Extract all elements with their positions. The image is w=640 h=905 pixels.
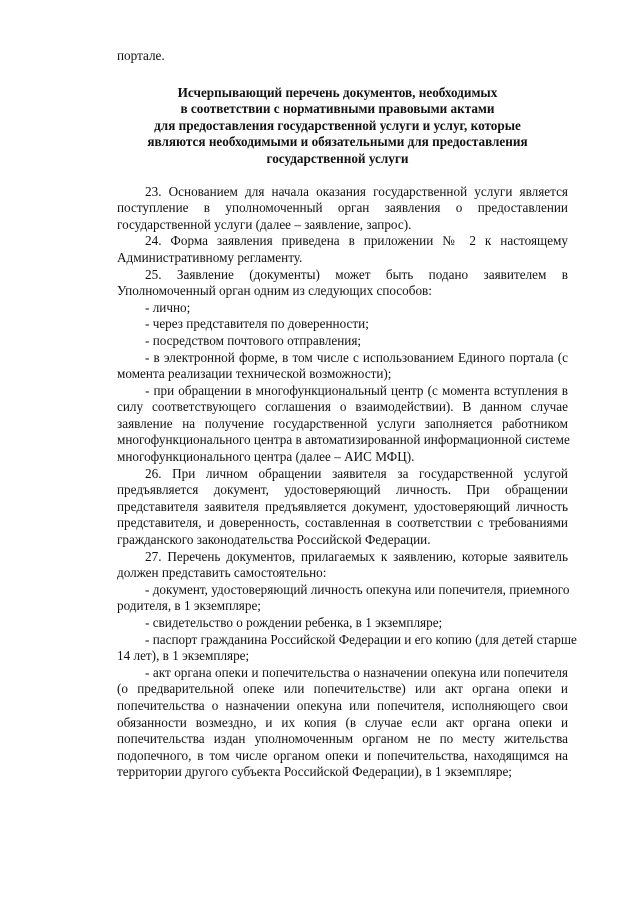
body-line: - паспорт гражданина Российской Федерации и его копию (для детей старше <box>145 631 577 647</box>
body-line: многофункционального центра в автоматизированной информационной системе <box>117 432 570 448</box>
heading-line: в соответствии с нормативными правовыми актами <box>180 101 495 117</box>
body-line: обязанности возмездно, и их копия (в случае если акт органа опеки и <box>117 714 568 730</box>
body-line: - акт органа опеки и попечительства о назначении опекуна или попечителя <box>145 664 568 680</box>
body-line: - посредством почтового отправления; <box>145 332 362 348</box>
body-line: заявление на получение государственной услуги заполняется работником <box>117 415 568 431</box>
body-line: территории другого субъекта Российской Федерации), в 1 экземпляре; <box>117 764 512 780</box>
lead-text: порталe. <box>117 48 165 63</box>
body-line: предъявляется документ, удостоверяющий личность. При обращении <box>117 482 568 498</box>
section-heading <box>107 85 568 168</box>
body-line: попечительства издан уполномоченным органом не по месту жительства <box>117 731 568 747</box>
body-line: - в электронной форме, в том числе с использованием Единого портала (с <box>145 349 568 365</box>
body-line: - свидетельство о рождении ребенка, в 1 экземпляре; <box>145 615 443 630</box>
body-line: - документ, удостоверяющий личность опекуна или попечителя, приемного <box>145 581 570 597</box>
heading-line: государственной услуги <box>266 150 409 166</box>
body-line: представителя, и доверенность, составленная в соответствии с требованиями <box>117 515 568 531</box>
body-line: представителя заявителя предъявляется документ, удостоверяющий личность <box>117 498 568 514</box>
heading-line: Исчерпывающий перечень документов, необходимых <box>177 84 498 100</box>
body-line: попечительства о назначении опекуна или попечителя, исполняющего свои <box>117 697 568 713</box>
body-line: (о предварительной опеке или попечительстве) или акт органа опеки и <box>117 681 568 697</box>
body-line: 25. Заявление (документы) может быть подано заявителем в <box>145 266 568 282</box>
body-line: силу соответствующего соглашения о взаимодействии). В данном случае <box>117 399 568 415</box>
body-line: родителя, в 1 экземпляре; <box>117 598 261 614</box>
body-line: 24. Форма заявления приведена в приложении № 2 к настоящему <box>145 233 568 249</box>
heading-line: для предоставления государственной услуги и услуг, которые <box>154 117 521 133</box>
body-line: момента реализации технической возможности); <box>117 366 392 382</box>
body-line: - лично; <box>145 299 191 315</box>
body-line: - через представителя по доверенности; <box>145 316 369 332</box>
body-line: подопечного, в том числе органом опеки и попечительства, находящимся на <box>117 747 568 763</box>
body-line: 26. При личном обращении заявителя за государственной услугой <box>145 465 568 481</box>
document-body <box>117 183 577 781</box>
body-line: - при обращении в многофункциональный центр (с момента вступления в <box>145 382 568 398</box>
body-line: Административному регламенту. <box>117 249 303 265</box>
heading-line: являются необходимыми и обязательными для предоставления <box>147 134 528 150</box>
body-line: должен представить самостоятельно: <box>117 565 327 581</box>
body-line: поступление в уполномоченный орган заявления о предоставлении <box>117 200 568 216</box>
body-line: Уполномоченный орган одним из следующих способов: <box>117 283 432 299</box>
body-line: многофункционального центра (далее – АИС МФЦ). <box>117 449 415 465</box>
body-line: 14 лет), в 1 экземпляре; <box>117 648 250 664</box>
body-line: 23. Основанием для начала оказания государственной услуги является <box>145 183 568 199</box>
body-line: государственной услуги (далее – заявление, запрос). <box>117 216 412 232</box>
body-line: 27. Перечень документов, прилагаемых к заявлению, которые заявитель <box>145 548 568 564</box>
body-line: гражданского законодательства Российской Федерации. <box>117 532 431 548</box>
